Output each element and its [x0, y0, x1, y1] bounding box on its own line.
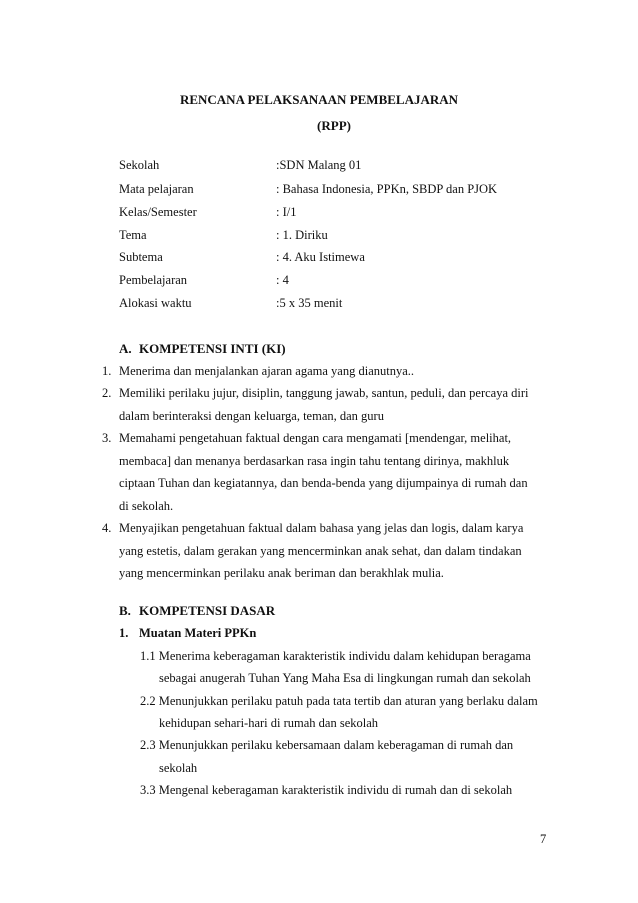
list-item-line: dalam berinteraksi dengan keluarga, teman, dan guru [119, 409, 384, 423]
kd-item [140, 783, 512, 798]
kd-text: Mengenal keberagaman karakteristik individu di rumah dan di sekolah [158, 783, 513, 797]
section-letter: B. [119, 603, 131, 618]
subsection-number: 1. [119, 626, 129, 640]
list-item-line: membaca] dan menanya berdasarkan rasa ingin tahu tentang dirinya, makhluk [119, 454, 510, 468]
kd-number: 1.1 [140, 649, 156, 663]
kd-continuation: sebagai anugerah Tuhan Yang Maha Esa di lingkungan rumah dan sekolah [159, 671, 531, 685]
list-item-line: Memahami pengetahuan faktual dengan cara mengamati [mendengar, melihat, [119, 431, 512, 445]
info-value: : 4 [276, 273, 289, 287]
kd-continuation: kehidupan sehari-hari di rumah dan sekolah [159, 716, 379, 730]
list-item-line: Menerima dan menjalankan ajaran agama yang dianutnya.. [119, 364, 415, 378]
list-item-line: ciptaan Tuhan dan kegiatannya, dan benda-benda yang dijumpainya di rumah dan [119, 476, 528, 490]
info-value: : Bahasa Indonesia, PPKn, SBDP dan PJOK [276, 182, 498, 196]
section-letter: A. [119, 341, 132, 356]
kd-number: 3.3 [140, 783, 156, 797]
list-item-line: Menyajikan pengetahuan faktual dalam bahasa yang jelas dan logis, dalam karya [119, 521, 524, 535]
info-label: Sekolah [119, 158, 160, 172]
info-value: : 1. Diriku [276, 228, 328, 242]
kd-text: Menunjukkan perilaku patuh pada tata tertib dan aturan yang berlaku dalam [158, 694, 538, 708]
info-value: : I/1 [276, 205, 297, 219]
list-number: 2. [102, 386, 112, 400]
section-a-heading [119, 341, 286, 357]
document-subtitle: (RPP) [317, 118, 351, 133]
section-title: KOMPETENSI INTI (KI) [139, 341, 286, 356]
list-number: 1. [102, 364, 112, 378]
info-label: Mata pelajaran [119, 182, 194, 196]
info-value: :5 x 35 menit [276, 296, 343, 310]
info-label: Alokasi waktu [119, 296, 192, 310]
list-number: 4. [102, 521, 112, 535]
info-value: : 4. Aku Istimewa [276, 250, 365, 264]
page-number: 7 [540, 832, 547, 846]
list-item-line: di sekolah. [119, 499, 174, 513]
document-title: RENCANA PELAKSANAAN PEMBELAJARAN [179, 92, 459, 107]
info-label: Tema [119, 228, 147, 242]
list-item-line: yang mencerminkan perilaku anak beriman dan berakhlak mulia. [119, 566, 444, 580]
subsection-heading [119, 626, 256, 641]
list-item-line: yang estetis, dalam gerakan yang mencerminkan anak sehat, dan dalam tindakan [119, 544, 522, 558]
kd-item [140, 738, 513, 753]
section-title: KOMPETENSI DASAR [139, 603, 276, 618]
list-number: 3. [102, 431, 112, 445]
kd-number: 2.3 [140, 738, 156, 752]
info-label: Kelas/Semester [119, 205, 197, 219]
list-item-line: Memiliki perilaku jujur, disiplin, tanggung jawab, santun, peduli, dan percaya diri [119, 386, 529, 400]
kd-text: Menerima keberagaman karakteristik individu dalam kehidupan beragama [158, 649, 531, 663]
info-label: Pembelajaran [119, 273, 188, 287]
section-b-heading [119, 603, 275, 619]
kd-number: 2.2 [140, 694, 156, 708]
kd-text: Menunjukkan perilaku kebersamaan dalam keberagaman di rumah dan [158, 738, 514, 752]
kd-item [140, 649, 531, 664]
subsection-title: Muatan Materi PPKn [139, 626, 257, 640]
info-label: Subtema [119, 250, 163, 264]
kd-item [140, 694, 538, 709]
info-value: :SDN Malang 01 [276, 158, 362, 172]
kd-continuation: sekolah [159, 761, 198, 775]
